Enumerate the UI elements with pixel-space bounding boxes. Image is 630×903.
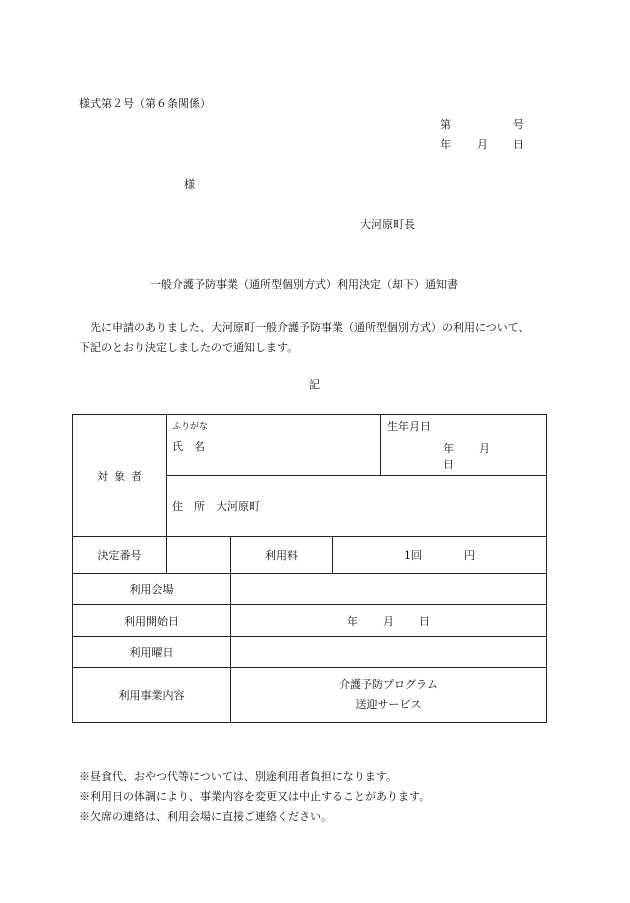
notes <box>79 767 430 827</box>
document-title: 一般介護予防事業（通所型個別方式）利用決定（却下）通知書 <box>150 278 458 291</box>
note-item: ※利用日の体調により、事業内容を変更又は中止することがあります。 <box>79 790 431 803</box>
date-year-label: 年 <box>440 138 451 151</box>
furigana-label: ふりがな <box>172 422 209 432</box>
number-prefix: 第 <box>440 118 451 131</box>
venue-label: 利用会場 <box>73 574 231 605</box>
form-number: 様式第２号（第６条関係） <box>79 97 211 110</box>
date-month-label: 月 <box>477 138 488 151</box>
ki-heading: 記 <box>309 378 320 391</box>
weekday-value[interactable] <box>231 637 547 668</box>
decision-number-value[interactable] <box>167 537 231 574</box>
body-line-2: 下記のとおり決定しましたので通知します。 <box>79 341 299 354</box>
birth-date-label: 生年月日 <box>387 420 432 433</box>
addressee-suffix: 様 <box>184 178 195 191</box>
weekday-label: 利用曜日 <box>73 637 231 668</box>
birth-date-value: 年 月日 <box>443 442 491 471</box>
number-suffix: 号 <box>513 118 524 131</box>
name-label: 氏 名 <box>172 440 205 453</box>
note-item: ※昼食代、おやつ代等については、別途利用者負担になります。 <box>79 770 397 783</box>
content-item: 送迎サービス <box>355 698 422 711</box>
body-paragraph <box>79 318 549 358</box>
birth-date-cell[interactable] <box>381 415 547 476</box>
address-cell[interactable]: 住 所 大河原町 <box>167 476 547 537</box>
notification-table <box>72 414 547 723</box>
subject-label: 対 象 者 <box>73 415 167 537</box>
start-date-label: 利用開始日 <box>73 605 231 637</box>
fee-value[interactable]: 1回 円 <box>333 537 547 574</box>
content-item: 介護予防プログラム <box>339 678 438 691</box>
date-day-label: 日 <box>513 138 524 151</box>
sender-name: 大河原町長 <box>360 218 415 231</box>
content-label: 利用事業内容 <box>73 668 231 723</box>
body-line-1: 先に申請のありました、大河原町一般介護予防事業（通所型個別方式）の利用について、 <box>90 321 530 334</box>
content-value[interactable] <box>231 668 547 723</box>
fee-label: 利用料 <box>231 537 333 574</box>
decision-number-label: 決定番号 <box>73 537 167 574</box>
note-item: ※欠席の連絡は、利用会場に直接ご連絡ください。 <box>79 810 332 823</box>
name-cell[interactable] <box>167 415 381 476</box>
start-date-value[interactable]: 年 月 日 <box>231 605 547 637</box>
venue-value[interactable] <box>231 574 547 605</box>
address-value: 大河原町 <box>216 500 260 513</box>
